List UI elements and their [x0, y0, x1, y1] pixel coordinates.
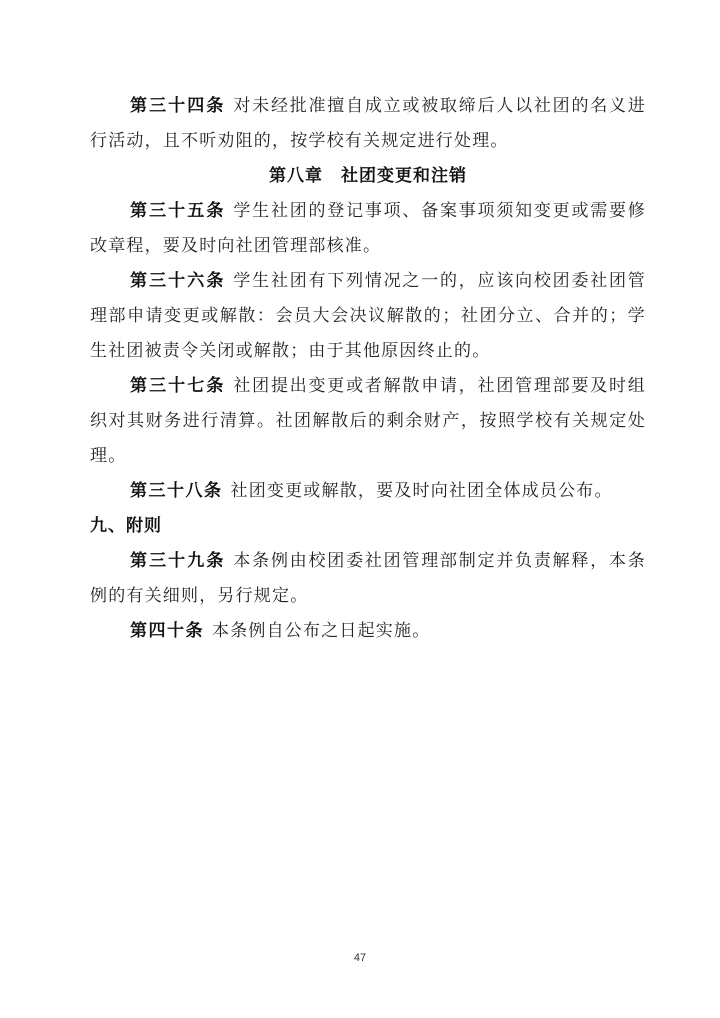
article-text: 本条例自公布之日起实施。	[212, 621, 431, 641]
document-body	[90, 89, 646, 649]
article-36	[90, 264, 646, 369]
article-number: 第三十九条	[130, 551, 226, 571]
article-number: 第三十七条	[130, 376, 226, 396]
article-35	[90, 194, 646, 264]
article-number: 第三十八条	[130, 481, 223, 501]
article-number: 第三十四条	[130, 96, 226, 116]
article-37	[90, 369, 646, 474]
article-text: 学生社团的登记事项、备案事项须知变更或需要修改章程，要及时向社团管理部核准。	[90, 201, 646, 256]
page-number: 47	[353, 952, 367, 964]
article-39	[90, 544, 646, 614]
article-40	[90, 614, 646, 649]
article-text: 学生社团有下列情况之一的，应该向校团委社团管理部申请变更或解散：会员大会决议解散的；社团分立、合并的；学生社团被责令关闭或解散；由于其他原因终止的。	[90, 271, 646, 361]
article-text: 对未经批准擅自成立或被取缔后人以社团的名义进行活动，且不听劝阻的，按学校有关规定进行处理。	[90, 96, 646, 151]
article-text: 社团变更或解散，要及时向社团全体成员公布。	[230, 481, 613, 501]
article-text: 社团提出变更或者解散申请，社团管理部要及时组织对其财务进行清算。社团解散后的剩余财产，按照学校有关规定处理。	[90, 376, 646, 466]
article-38	[90, 474, 646, 509]
article-number: 第三十五条	[130, 201, 226, 221]
section-heading: 九、附则	[90, 516, 162, 536]
article-number: 第三十六条	[130, 271, 226, 291]
chapter-heading: 第八章 社团变更和注销	[269, 166, 467, 186]
article-number: 第四十条	[130, 621, 204, 641]
article-34	[90, 89, 646, 159]
article-text: 本条例由校团委社团管理部制定并负责解释，本条例的有关细则，另行规定。	[90, 551, 646, 606]
